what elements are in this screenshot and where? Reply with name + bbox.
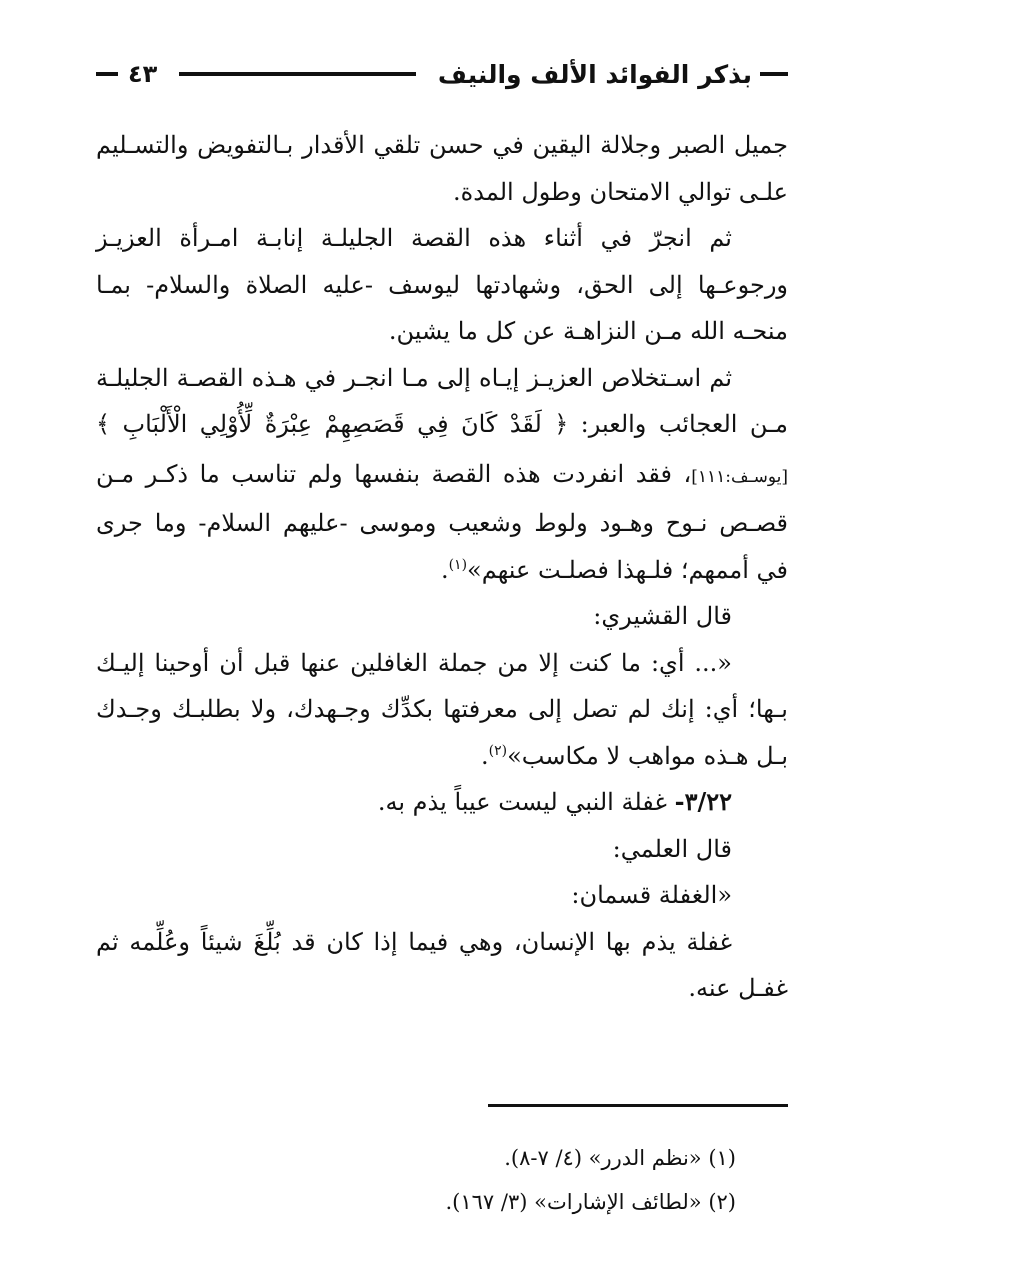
header-dash-left [96,72,118,76]
paragraph-8: «الغفلة قسمان: [571,881,732,909]
footnote-1: (١) «نظم الدرر» (٤/ ٧-٨). [504,1146,736,1170]
footnotes [96,1136,736,1224]
verse-reference: [يوسـف:١١١] [691,466,788,487]
paragraph-5 [96,640,788,780]
header-title: بذكر الفوائد الألف والنيف [437,59,752,89]
footnote-2: (٢) «لطائف الإشارات» (٣/ ١٦٧). [445,1190,736,1214]
footnote-separator [488,1104,788,1107]
paragraph-3 [96,355,788,594]
paragraph-5-quote: «... أي: ما كنت إلا من جملة الغافلين عنها قبل أن أوحينا إليـك بـها؛ أي: إنك لم تصل إلى معرفتها بكدِّك وجـهدك، ولا بطلبـك وجـدك بـل هـذه مواهب لا مكاسب» [96,648,788,770]
paragraph-7: قال العلمي: [612,834,732,863]
section-title: غفلة النبي ليست عيباً يذم به. [377,788,675,816]
footnote-marker-1: (١) [448,556,468,573]
paragraph-4: قال القشيري: [593,602,732,630]
paragraph-5-end: . [481,741,489,770]
section-number: ٣/٢٢- [674,787,732,816]
paragraph-2: ثم انجرّ في أثناء هذه القصة الجليلـة إنابـة امـرأة العزيـز ورجوعـها إلى الحق، وشهادتها ليوسف -عليه الصلاة والسلام- بمـا منحـه الله مـن النزاهـة عن كل ما يشين. [96,224,788,345]
paragraph-3-end: . [440,555,449,584]
page-number: ٤٣ [128,60,158,88]
running-header [96,52,788,96]
main-text [96,122,788,1012]
footnote-marker-2: (٢) [488,742,508,759]
paragraph-1: جميل الصبر وجلالة اليقين في حسن تلقي الأقدار بـالتفويض والتسـليم علـى توالي الامتحان وطول المدة. [96,131,788,206]
paragraph-9: غفلة يذم بها الإنسان، وهي فيما إذا كان قد بُلِّغَ شيئاً وعُلِّمه ثم غفـل عنه. [96,927,788,1002]
header-rule [179,72,416,76]
paragraph-3-rest: ، فقد انفردت هذه القصة بنفسها ولم تناسب ما ذكـر مـن قصـص نـوح وهـود ولوط وشعيب وموسى -عليهم السلام- وما جرى في أممهم؛ فلـهذا فصلـت عنهم» [96,459,788,584]
paragraph-3-intro: ثم اسـتخلاص العزيـز إيـاه إلى مـا انجـر في هـذه القصـة الجليلـة مـن العجائب والعبر: [96,363,788,438]
section-heading [96,779,788,826]
header-dash-right [760,72,788,76]
quran-verse: ﴿ لَقَدْ كَانَ فِي قَصَصِهِمْ عِبْرَةٌ لِّأُوْلِي الْأَلْبَابِ ﴾ [96,410,569,438]
